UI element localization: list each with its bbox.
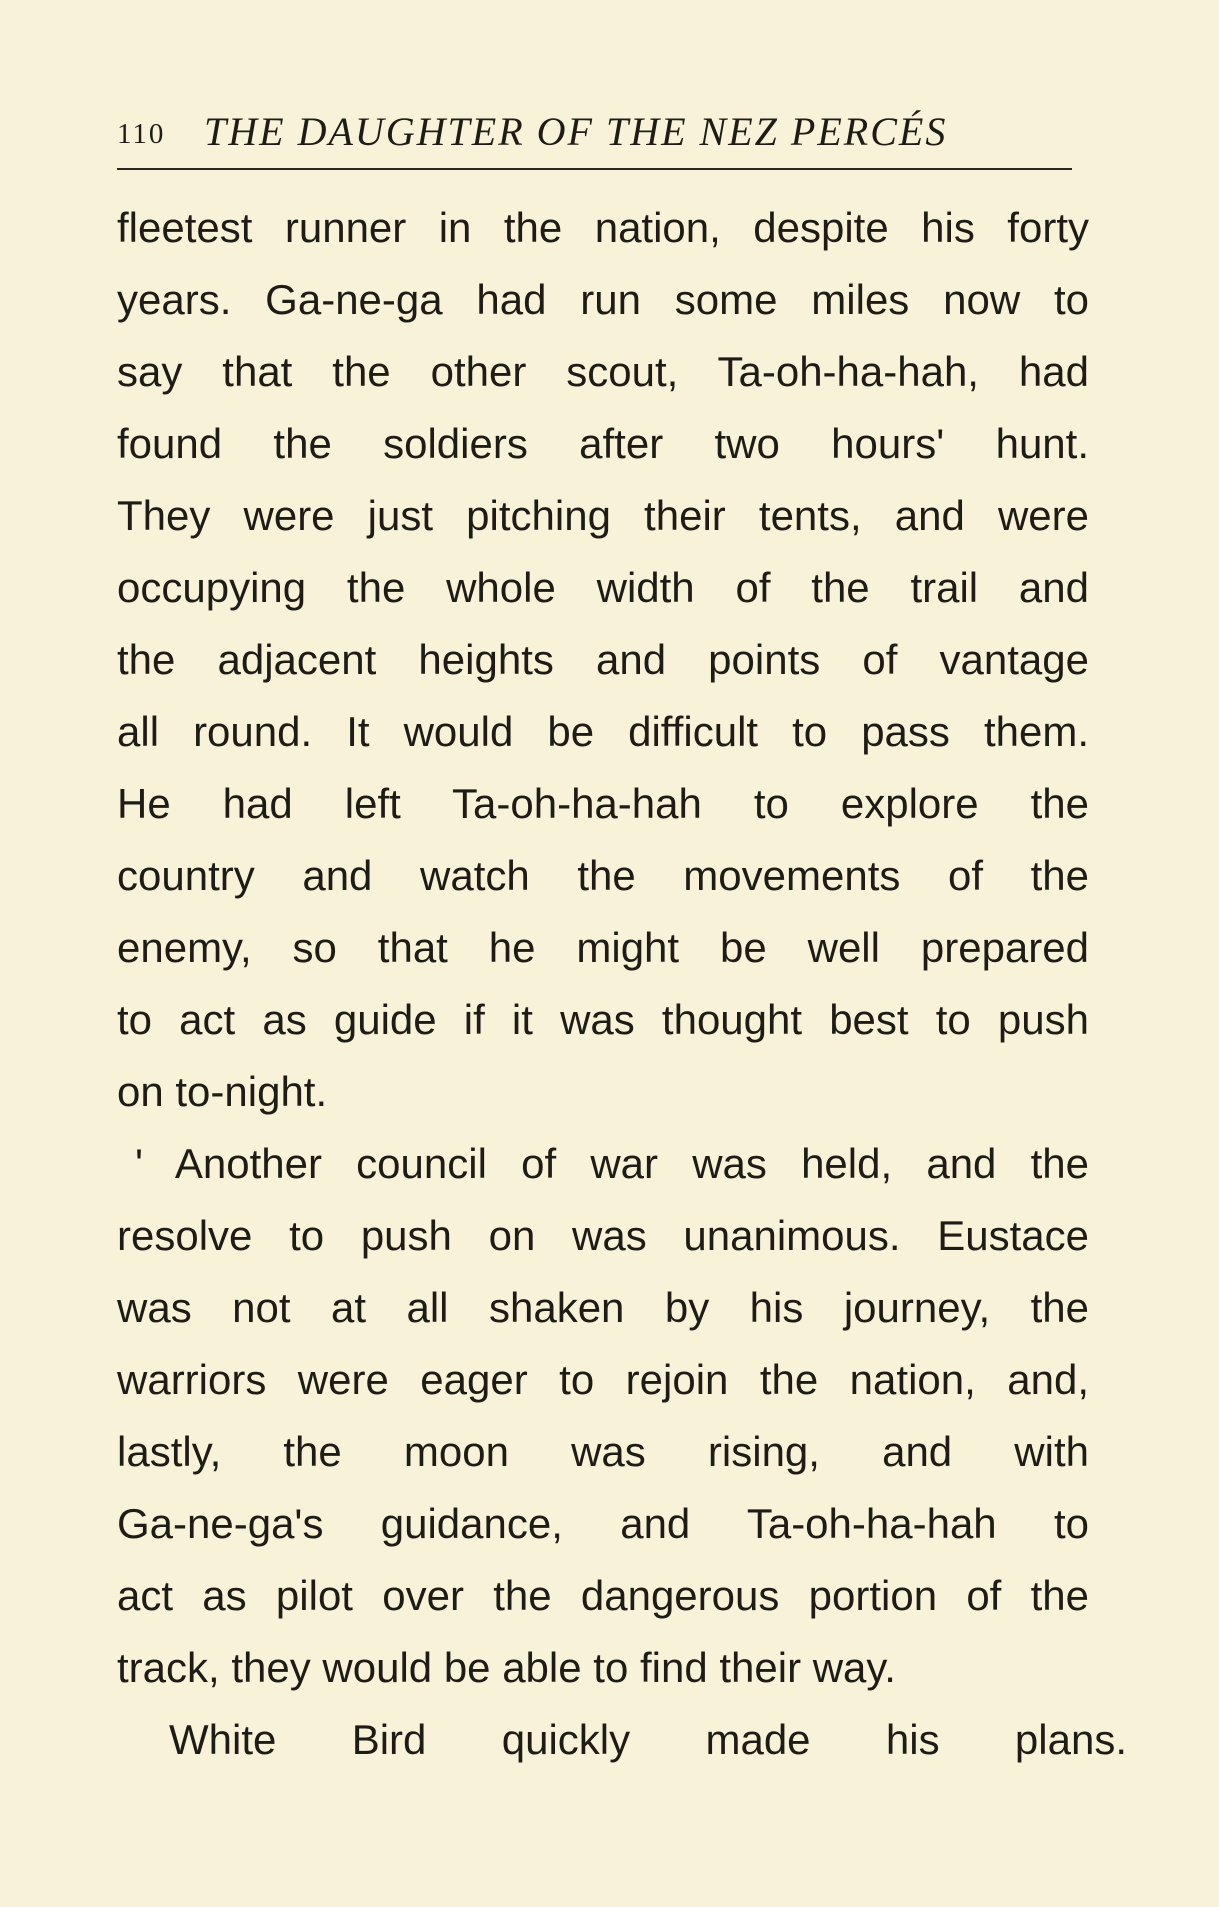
text-line: act as pilot over the dangerous portion of the (117, 1572, 1089, 1619)
text-line: the adjacent heights and points of vantage (117, 636, 1089, 683)
running-head (117, 108, 1077, 158)
text-line: Ga-ne-ga's guidance, and Ta-oh-ha-hah to (117, 1500, 1089, 1547)
text-line: lastly, the moon was rising, and with (117, 1428, 1089, 1475)
text-line: to act as guide if it was thought best to push (117, 996, 1089, 1043)
text-line: He had left Ta-oh-ha-hah to explore the (117, 780, 1089, 827)
page-number: 110 (117, 118, 166, 150)
header-rule (117, 168, 1072, 170)
text-line: say that the other scout, Ta-oh-ha-hah, had (117, 348, 1089, 395)
text-line: years. Ga-ne-ga had run some miles now to (117, 276, 1089, 323)
text-line: all round. It would be difficult to pass them. (117, 708, 1089, 755)
text-line: on to-night. (117, 1068, 328, 1115)
text-line: warriors were eager to rejoin the nation, and, (117, 1356, 1089, 1403)
text-line: occupying the whole width of the trail and (117, 564, 1089, 611)
book-title: THE DAUGHTER OF THE NEZ PERCÉS (204, 109, 948, 154)
text-line: resolve to push on was unanimous. Eustace (117, 1212, 1089, 1259)
text-line: ' Another council of war was held, and the (135, 1140, 1089, 1187)
text-line: country and watch the movements of the (117, 852, 1089, 899)
text-line: enemy, so that he might be well prepared (117, 924, 1089, 971)
text-line: was not at all shaken by his journey, the (117, 1284, 1089, 1331)
text-line: They were just pitching their tents, and were (117, 492, 1089, 539)
text-line: White Bird quickly made his plans. (169, 1716, 1127, 1763)
text-line: track, they would be able to find their way. (117, 1644, 896, 1691)
text-line: found the soldiers after two hours' hunt. (117, 420, 1089, 467)
body-text (117, 192, 1127, 1776)
text-line: fleetest runner in the nation, despite his forty (117, 204, 1089, 251)
